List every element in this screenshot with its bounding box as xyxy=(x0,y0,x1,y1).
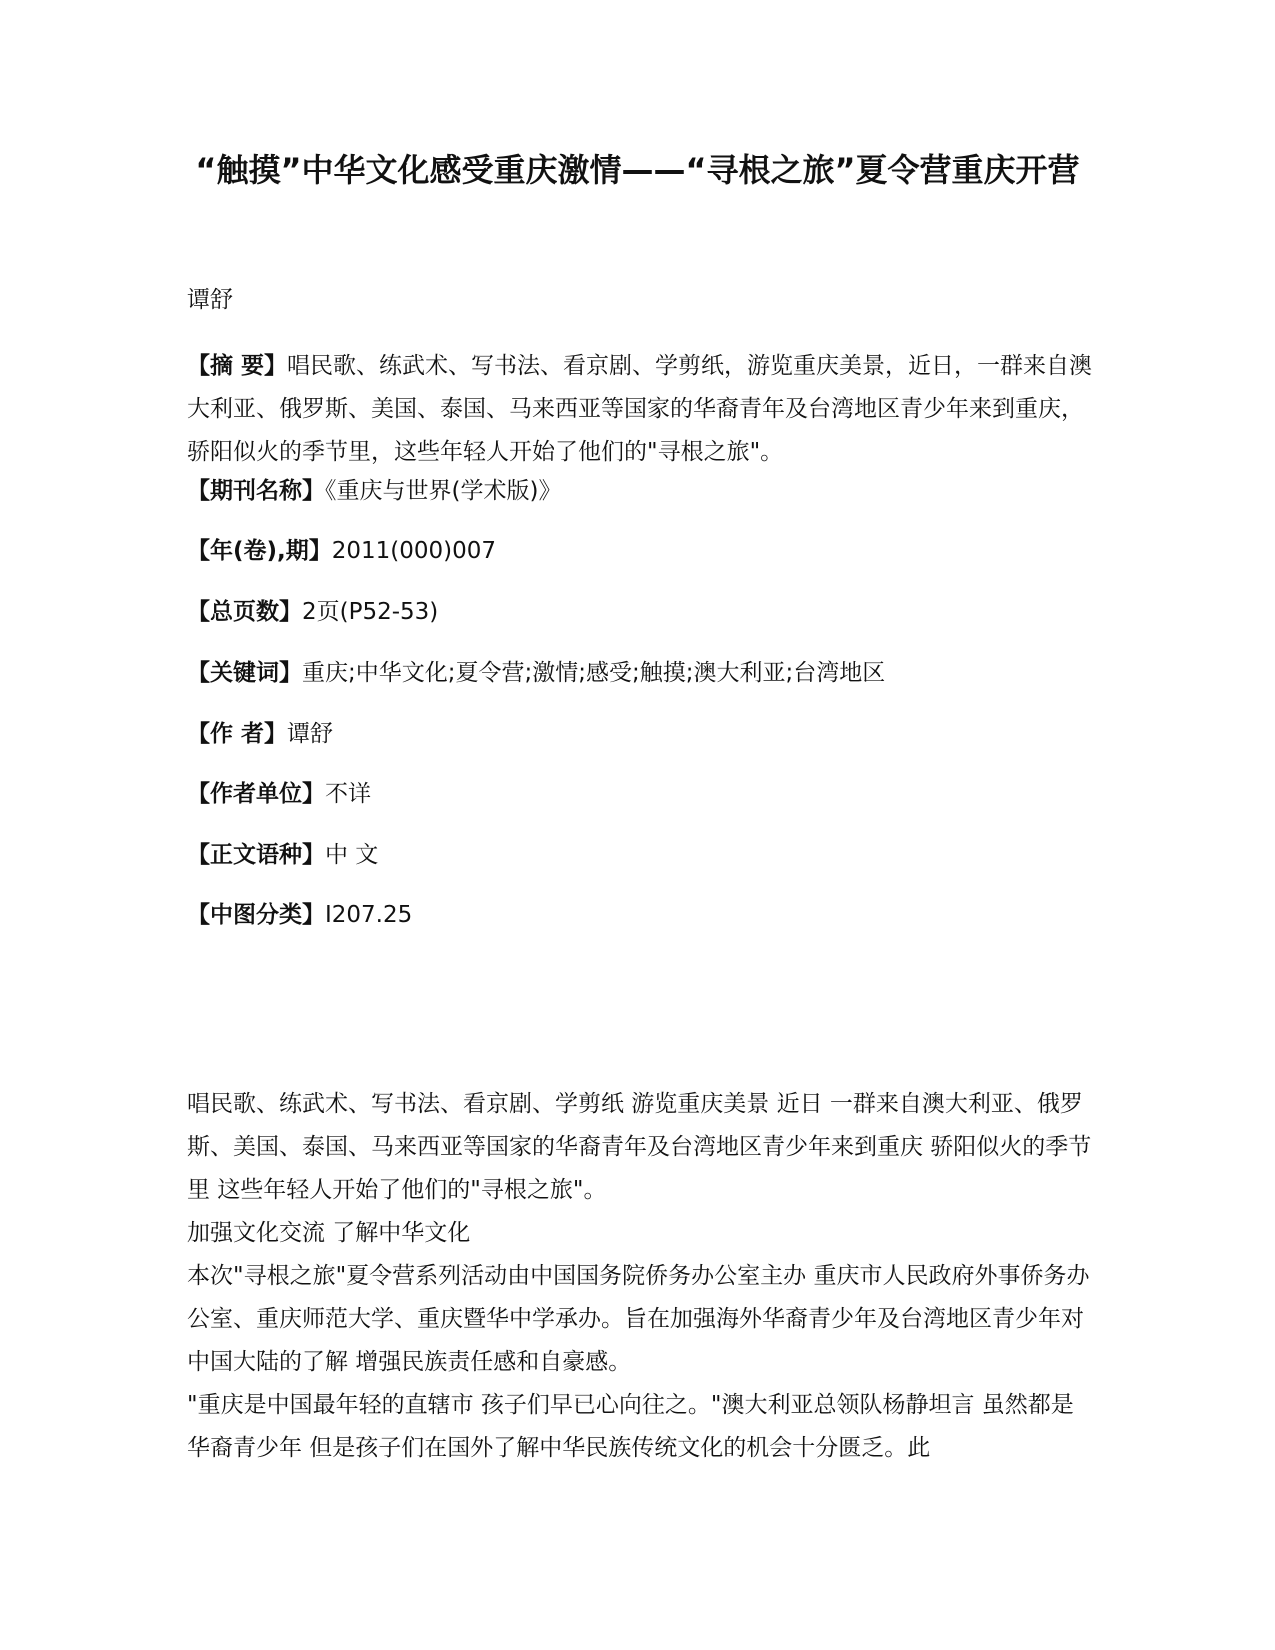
field-language-value: 中 文 xyxy=(325,842,379,868)
field-keywords-value: 重庆;中华文化;夏令营;激情;感受;触摸;澳大利亚;台湾地区 xyxy=(302,660,886,686)
field-author-label: 【作 者】 xyxy=(187,721,288,747)
abstract-label: 【摘 要】 xyxy=(187,353,288,379)
field-year-value: 2011(000)007 xyxy=(331,538,497,564)
field-author xyxy=(187,718,1092,750)
field-keywords xyxy=(187,657,1092,689)
field-page-count xyxy=(187,596,1092,628)
abstract-text: 唱民歌、练武术、写书法、看京剧、学剪纸，游览重庆美景，近日，一群来自澳大利亚、俄罗斯、美国、泰国、马来西亚等国家的华裔青年及台湾地区青少年来到重庆，骄阳似火的季节里，这些年轻人开始了他们的"寻根之旅"。 xyxy=(187,353,1093,465)
field-year-label: 【年(卷),期】 xyxy=(187,538,332,564)
body-subheading: 加强文化交流 了解中华文化 xyxy=(187,1220,471,1246)
body-paragraph: "重庆是中国最年轻的直辖市 孩子们早已心向往之。"澳大利亚总领队杨静坦言 虽然都是华裔青少年 但是孩子们在国外了解中华民族传统文化的机会十分匮乏。此 xyxy=(187,1392,1074,1461)
field-year-volume-issue xyxy=(187,535,1092,567)
field-pages-value: 2页(P52-53) xyxy=(302,599,439,625)
author-byline: 谭舒 xyxy=(187,287,233,313)
document-title: “触摸”中华文化感受重庆激情——“寻根之旅”夏令营重庆开营 xyxy=(195,151,1080,189)
field-journal-value: 《重庆与世界(学术版)》 xyxy=(325,478,562,504)
field-keywords-label: 【关键词】 xyxy=(187,660,302,686)
field-language xyxy=(187,839,1092,871)
field-author-value: 谭舒 xyxy=(287,721,334,747)
field-affiliation-label: 【作者单位】 xyxy=(187,781,325,807)
body-paragraph: 本次"寻根之旅"夏令营系列活动由中国国务院侨务办公室主办 重庆市人民政府外事侨务办公室、重庆师范大学、重庆暨华中学承办。旨在加强海外华裔青少年及台湾地区青少年对中国大陆的了解 增强民族责任感和自豪感。 xyxy=(187,1263,1090,1375)
field-journal xyxy=(187,475,1092,507)
field-language-label: 【正文语种】 xyxy=(187,842,325,868)
field-journal-label: 【期刊名称】 xyxy=(187,478,325,504)
field-pages-label: 【总页数】 xyxy=(187,599,302,625)
body-paragraph: 唱民歌、练武术、写书法、看京剧、学剪纸 游览重庆美景 近日 一群来自澳大利亚、俄罗斯、美国、泰国、马来西亚等国家的华裔青年及台湾地区青少年来到重庆 骄阳似火的季节里 这些年轻人开始了他们的"寻根之旅"。 xyxy=(187,1091,1092,1203)
field-affiliation-value: 不详 xyxy=(325,781,371,807)
field-classification-label: 【中图分类】 xyxy=(187,902,325,928)
body-text xyxy=(187,1083,1092,1470)
field-affiliation xyxy=(187,778,1092,810)
abstract-block xyxy=(187,345,1092,474)
field-classification xyxy=(187,899,1092,931)
field-classification-value: I207.25 xyxy=(325,902,413,928)
